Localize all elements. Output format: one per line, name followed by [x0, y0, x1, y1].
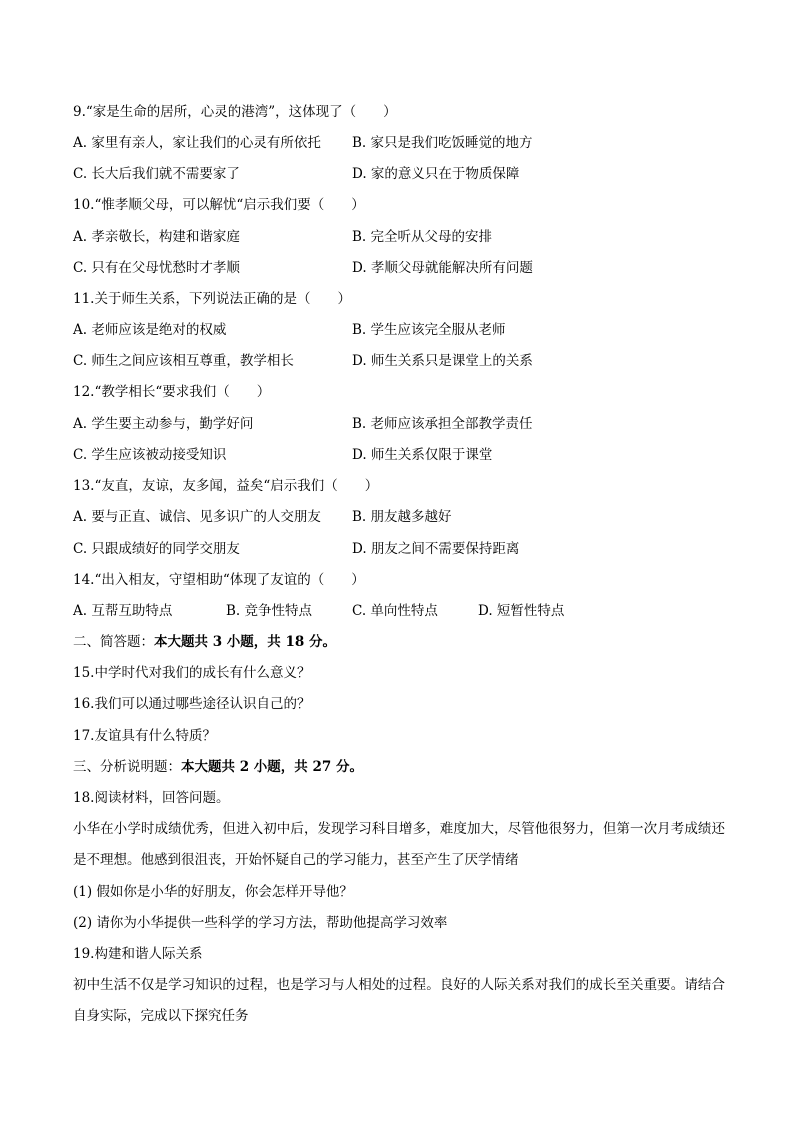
- section-3-heading-prefix: 三、分析说明题：: [73, 759, 181, 775]
- question-19-title: 19.构建和谐人际关系: [73, 946, 203, 962]
- section-3-heading-detail: 本大题共 2 小题，共 27 分。: [181, 759, 363, 775]
- question-11-option-b: B. 学生应该完全服从老师: [352, 322, 506, 338]
- question-14-stem: 14.“出入相友，守望相助“体现了友谊的（ ）: [73, 572, 365, 588]
- question-13-option-d: D. 朋友之间不需要保持距离: [352, 541, 520, 557]
- question-10-option-b: B. 完全听从父母的安排: [352, 229, 493, 245]
- question-14-option-a: A. 互帮互助特点: [73, 603, 173, 619]
- question-12-stem: 12.“教学相长“要求我们（ ）: [73, 384, 271, 400]
- section-3-heading: [73, 757, 363, 777]
- question-14-option-c: C. 单向性特点: [352, 603, 438, 619]
- question-9-option-b: B. 家只是我们吃饭睡觉的地方: [352, 135, 533, 151]
- question-13-option-c: C. 只跟成绩好的同学交朋友: [73, 541, 240, 557]
- question-19-material: 初中生活不仅是学习知识的过程，也是学习与人相处的过程。良好的人际关系对我们的成长至关重要。请结合自身实际，完成以下探究任务: [73, 977, 725, 1024]
- question-17: 17.友谊具有什么特质？: [73, 728, 216, 744]
- section-2-heading-prefix: 二、简答题：: [73, 634, 154, 650]
- question-15: 15.中学时代对我们的成长有什么意义？: [73, 665, 311, 681]
- question-9-option-d: D. 家的意义只在于物质保障: [352, 166, 520, 182]
- question-13-option-a: A. 要与正直、诚信、见多识广的人交朋友: [73, 509, 321, 525]
- question-11-option-d: D. 师生关系只是课堂上的关系: [352, 353, 533, 369]
- question-18-sub-2: (2) 请你为小华提供一些科学的学习方法，帮助他提高学习效率: [73, 915, 448, 931]
- question-18-title: 18.阅读材料，回答问题。: [73, 790, 230, 806]
- question-9-stem: 9.“家是生命的居所，心灵的港湾”，这体现了（ ）: [73, 104, 397, 120]
- question-13-option-b: B. 朋友越多越好: [352, 509, 452, 525]
- question-16: 16.我们可以通过哪些途径认识自己的？: [73, 696, 311, 712]
- question-14-option-d: D. 短暂性特点: [478, 603, 565, 619]
- question-11-stem: 11.关于师生关系，下列说法正确的是（ ）: [73, 291, 351, 307]
- question-14-option-b: B. 竞争性特点: [226, 603, 313, 619]
- question-11-option-c: C. 师生之间应该相互尊重，教学相长: [73, 353, 294, 369]
- question-10-option-d: D. 孝顺父母就能解决所有问题: [352, 260, 533, 276]
- question-12-option-b: B. 老师应该承担全部教学责任: [352, 416, 533, 432]
- section-2-heading: [73, 632, 336, 652]
- question-9-option-a: A. 家里有亲人，家让我们的心灵有所依托: [73, 135, 321, 151]
- question-10-option-a: A. 孝亲敬长，构建和谐家庭: [73, 229, 240, 245]
- question-9-option-c: C. 长大后我们就不需要家了: [73, 166, 240, 182]
- question-10-option-c: C. 只有在父母忧愁时才孝顺: [73, 260, 240, 276]
- section-2-heading-detail: 本大题共 3 小题，共 18 分。: [154, 634, 336, 650]
- question-12-option-c: C. 学生应该被动接受知识: [73, 447, 227, 463]
- question-13-stem: 13.“友直，友谅，友多闻，益矣“启示我们（ ）: [73, 478, 379, 494]
- question-18-material: 小华在小学时成绩优秀，但进入初中后，发现学习科目增多，难度加大，尽管他很努力，但第一次月考成绩还是不理想。他感到很沮丧，开始怀疑自己的学习能力，甚至产生了厌学情绪: [73, 821, 725, 868]
- question-12-option-d: D. 师生关系仅限于课堂: [352, 447, 493, 463]
- question-10-stem: 10.“惟孝顺父母，可以解忧“启示我们要（ ）: [73, 197, 365, 213]
- question-12-option-a: A. 学生要主动参与，勤学好问: [73, 416, 254, 432]
- question-18-sub-1: (1) 假如你是小华的好朋友，你会怎样开导他？: [73, 884, 353, 900]
- question-11-option-a: A. 老师应该是绝对的权威: [73, 322, 227, 338]
